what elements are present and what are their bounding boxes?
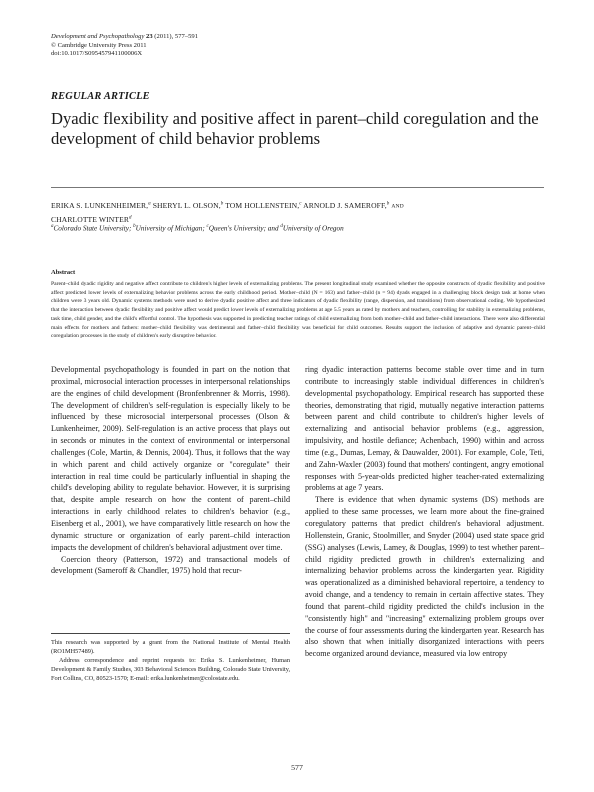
journal-header [51, 33, 198, 59]
page-number: 577 [291, 763, 303, 772]
journal-name: Development and Psychopathology [51, 33, 145, 40]
author-conjunction: AND [391, 203, 404, 210]
article-title: Dyadic flexibility and positive affect in parent–child coregulation and the development of child behavior problems [51, 109, 539, 148]
body-paragraph: Coercion theory (Patterson, 1972) and transactional models of development (Sameroff & Chandler, 1975) hold that recur- [51, 554, 290, 576]
body-paragraph: ring dyadic interaction patterns become stable over time and in turn contribute to increasingly stable individual differences in children's developmental psychopathology. Empirical research has supported these theories, demonstrating that rigid, mutually negative interaction patterns between parent and child contribute to children's higher levels of externalizing and antisocial behavior problems (e.g., aggression, impulsivity, and hostile defiance; Achenbach, 1990) within and across time (e.g., Dumas, Lemay, & Dauwalder, 2001). For example, Cole, Teti, and Zahn-Waxler (2003) found that mothers' contingent, angry emotional responses with 5-year-olds predicted higher teacher-rated externalizing problems at age 7 years. [305, 365, 544, 493]
funding-note: This research was supported by a grant from the National Institute of Mental Health (RO1MH57489). [51, 639, 290, 656]
abstract-text: Parent–child dyadic rigidity and negative affect contribute to children's higher levels of externalizing problems. The present longitudinal study examined whether the opposite constructs of dyadic flexibility and positive affect predicted lower levels of externalizing behavior problems across the early childhood period. Mother–child (N = 163) and father–child (n = 94) dyads engaged in a challenging block design task at home when children were 3 years old. Dynamic systems methods were used to derive dyadic positive affect and three indicators of dyadic flexibility (range, dispersion, and transitions) from observational coding. We hypothesized that the interaction between dyadic flexibility and positive affect would predict lower levels of externalizing problems at age 5.5 years as rated by mothers and teachers, controlling for stability in externalizing problems, task time, child gender, and the child's effortful control. The hypothesis was supported in predicting teacher ratings of child externalizing from both mother–child and father–child interactions. There were also differential main effects for mothers and fathers: mother–child flexibility was detrimental and father–child flexibility was beneficial for child outcomes. Results support the inclusion of adaptive and dynamic parent–child coregulation processes in the study of children's early disruptive behavior. [51, 281, 545, 340]
journal-year-pages: (2011), 577–591 [154, 33, 199, 40]
affiliations: $^a$Colorado State University; $^b$University of Michigan; $^c$Queen's University; and $^d$University of Oregon [51, 224, 344, 233]
author: ERIKA S. LUNKENHEIMER,$^a$ [51, 200, 151, 210]
affiliation: University of Michigan; [135, 224, 207, 233]
copyright-line: © Cambridge University Press 2011 [51, 41, 147, 49]
title-divider [51, 187, 544, 188]
author: TOM HOLLENSTEIN,$^c$ [225, 200, 302, 210]
author: CHARLOTTE WINTER$^d$ [51, 215, 132, 225]
journal-citation [51, 33, 198, 42]
abstract-heading: Abstract [51, 269, 76, 276]
body-paragraph: Developmental psychopathology is founded in part on the notion that proximal, microsocial interaction processes in interpersonal relationships are the engines of child development (Bronfenbrenner & Morris, 1998). The development of children's self-regulation is especially likely to be influenced by these microsocial interpersonal processes (Olson & Lunkenheimer, 2009). Self-regulation is an active process that plays out in seconds or minutes in the context of environmental or interpersonal challenges (Cole, Martin, & Dennis, 2004). Thus, it follows that the way in which parent and child actively organize or "coregulate" their interaction in real time could be particularly influential in shaping the child's developing ability to regulate behavior. However, it is surprising that, despite ample research on how the content of parent–child interactions in early childhood relates to children's behavior (e.g., Eisenberg et al., 2001), we have comparatively little research on how the dynamic structure or organization of early parent–child interaction impacts the development of children's behavioral adjustment over time. [51, 365, 290, 552]
affiliation: Queen's University; and [208, 224, 281, 233]
section-label: REGULAR ARTICLE [51, 91, 150, 102]
journal-volume: 23 [146, 33, 153, 40]
author: SHERYL L. OLSON,$^b$ [152, 200, 224, 210]
correspondence-note: Address correspondence and reprint requests to: Erika S. Lunkenheimer, Human Development & Family Studies, 303 Behavioral Sciences Building, Colorado State University, Fort Collins, CO, 80523-1570; E-mail: erika.lunkenheimer@colostate.edu. [51, 657, 291, 683]
affiliation: Colorado State University; [53, 224, 134, 233]
affiliation: University of Oregon [282, 224, 344, 233]
body-column-right [305, 364, 544, 660]
doi-line: doi:10.1017/S095457941100006X [51, 50, 143, 58]
author-list [51, 198, 551, 226]
footnotes [51, 638, 290, 683]
author: ARNOLD J. SAMEROFF,$^b$ [303, 200, 390, 210]
footnote-divider [51, 633, 290, 634]
body-paragraph: There is evidence that when dynamic systems (DS) methods are applied to these same processes, we learn more about the fine-grained coregulatory patterns that predict children's behavioral adjustment. Hollenstein, Granic, Stoolmiller, and Snyder (2004) used state space grid (SSG) analyses (Lewis, Lamey, & Douglas, 1999) to test whether parent–child rigidity predicted growth in children's externalizing and internalizing behavior problems across the kindergarten year. Rigidity was operationalized as a diminished behavioral repertoire, a tendency to avoid change, and a tendency to remain in certain affective states. They found that parent–child rigidity predicted the child's inclusion in the "consistently high" and "increasing" externalizing problem groups over the course of four assessments during the kindergarten year. Research has also shown that when initially disorganized interactions with peers become organized around deviance, measured via low entropy [305, 495, 544, 659]
body-column-left [51, 364, 290, 577]
